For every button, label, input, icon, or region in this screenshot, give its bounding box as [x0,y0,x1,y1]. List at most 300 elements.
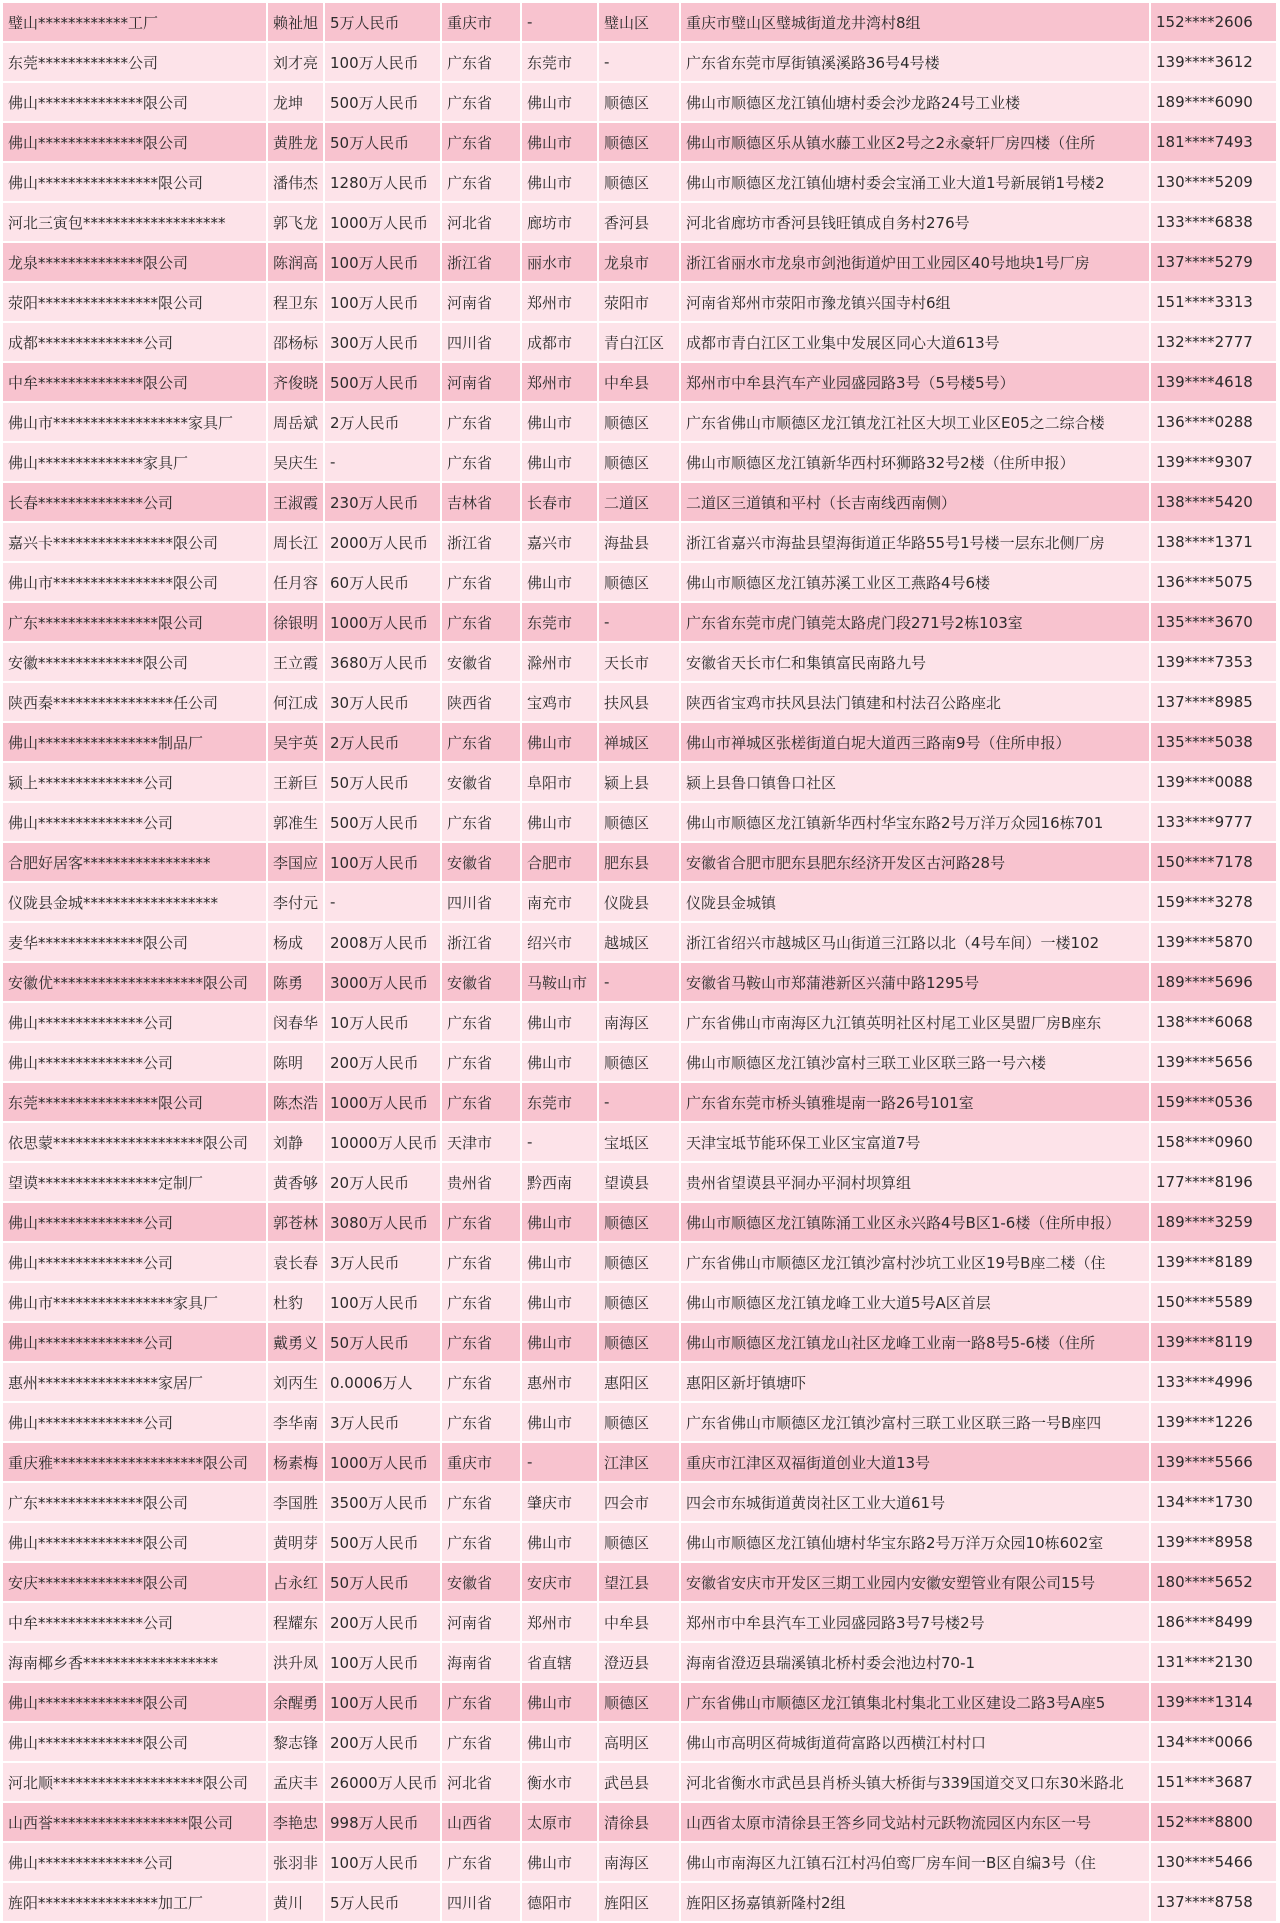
contact-name-cell: 吴庆生 [268,443,325,483]
phone-cell: 135****3670 [1151,603,1278,643]
address-cell: 广东省东莞市厚街镇溪溪路36号4号楼 [681,43,1151,83]
registered-capital-cell: 1000万人民币 [325,1083,442,1123]
address-cell: 广东省佛山市顺德区龙江镇龙江社区大坝工业区E05之二综合楼 [681,403,1151,443]
table-row [3,1483,1278,1523]
district-cell: 顺德区 [599,1243,681,1283]
phone-cell: 138****6068 [1151,1003,1278,1043]
province-cell: 广东省 [442,1843,522,1883]
company-name-cell: 河北顺********************限公司 [3,1763,268,1803]
phone-cell: 159****0536 [1151,1083,1278,1123]
registered-capital-cell: 230万人民币 [325,483,442,523]
district-cell: 武邑县 [599,1763,681,1803]
company-name-cell: 佛山**************限公司 [3,1683,268,1723]
registered-capital-cell: 100万人民币 [325,1843,442,1883]
table-row [3,723,1278,763]
city-cell: 宝鸡市 [522,683,599,723]
province-cell: 广东省 [442,603,522,643]
phone-cell: 139****5656 [1151,1043,1278,1083]
district-cell: 顺德区 [599,563,681,603]
registered-capital-cell: 20万人民币 [325,1163,442,1203]
province-cell: 山西省 [442,1803,522,1843]
city-cell: 佛山市 [522,563,599,603]
city-cell: 郑州市 [522,283,599,323]
company-name-cell: 成都**************公司 [3,323,268,363]
registered-capital-cell: 998万人民币 [325,1803,442,1843]
province-cell: 河南省 [442,363,522,403]
registered-capital-cell: 200万人民币 [325,1603,442,1643]
company-name-cell: 旌阳****************加工厂 [3,1883,268,1923]
city-cell: 佛山市 [522,83,599,123]
company-name-cell: 安徽优********************限公司 [3,963,268,1003]
phone-cell: 130****5209 [1151,163,1278,203]
city-cell: 东莞市 [522,603,599,643]
company-name-cell: 佛山**************公司 [3,1323,268,1363]
contact-name-cell: 余醒勇 [268,1683,325,1723]
registered-capital-cell: 5万人民币 [325,3,442,43]
province-cell: 贵州省 [442,1163,522,1203]
city-cell: 佛山市 [522,123,599,163]
province-cell: 广东省 [442,563,522,603]
contact-name-cell: 李华南 [268,1403,325,1443]
city-cell: 东莞市 [522,43,599,83]
district-cell: 荥阳市 [599,283,681,323]
contact-name-cell: 黄胜龙 [268,123,325,163]
table-row [3,443,1278,483]
district-cell: - [599,1083,681,1123]
table-row [3,523,1278,563]
district-cell: 中牟县 [599,1603,681,1643]
city-cell: 佛山市 [522,1323,599,1363]
table-row [3,643,1278,683]
address-cell: 安徽省安庆市开发区三期工业园内安徽安塑管业有限公司15号 [681,1563,1151,1603]
province-cell: 陕西省 [442,683,522,723]
registered-capital-cell: 60万人民币 [325,563,442,603]
table-row [3,763,1278,803]
company-table [3,3,1278,1923]
registered-capital-cell: 50万人民币 [325,1323,442,1363]
contact-name-cell: 王立霞 [268,643,325,683]
district-cell: 顺德区 [599,1323,681,1363]
contact-name-cell: 王新巨 [268,763,325,803]
contact-name-cell: 黎志锋 [268,1723,325,1763]
registered-capital-cell: 1000万人民币 [325,1443,442,1483]
company-name-cell: 麦华**************限公司 [3,923,268,963]
phone-cell: 135****5038 [1151,723,1278,763]
district-cell: 澄迈县 [599,1643,681,1683]
table-row [3,563,1278,603]
registered-capital-cell: - [325,443,442,483]
company-name-cell: 嘉兴卡****************限公司 [3,523,268,563]
registered-capital-cell: 200万人民币 [325,1723,442,1763]
province-cell: 广东省 [442,443,522,483]
phone-cell: 139****5870 [1151,923,1278,963]
company-name-cell: 中牟**************限公司 [3,363,268,403]
province-cell: 广东省 [442,723,522,763]
registered-capital-cell: 100万人民币 [325,843,442,883]
table-row [3,83,1278,123]
phone-cell: 159****3278 [1151,883,1278,923]
company-name-cell: 佛山**************公司 [3,1243,268,1283]
address-cell: 陕西省宝鸡市扶风县法门镇建和村法召公路座北 [681,683,1151,723]
table-row [3,1883,1278,1923]
city-cell: 德阳市 [522,1883,599,1923]
address-cell: 天津宝坻节能环保工业区宝富道7号 [681,1123,1151,1163]
registered-capital-cell: 100万人民币 [325,1283,442,1323]
table-row [3,1523,1278,1563]
registered-capital-cell: 200万人民币 [325,1043,442,1083]
phone-cell: 139****4618 [1151,363,1278,403]
phone-cell: 189****3259 [1151,1203,1278,1243]
city-cell: 佛山市 [522,803,599,843]
company-name-cell: 佛山**************公司 [3,1043,268,1083]
contact-name-cell: 黄香够 [268,1163,325,1203]
phone-cell: 130****5466 [1151,1843,1278,1883]
city-cell: 惠州市 [522,1363,599,1403]
district-cell: 顺德区 [599,1403,681,1443]
phone-cell: 137****8985 [1151,683,1278,723]
city-cell: 马鞍山市 [522,963,599,1003]
city-cell: - [522,1123,599,1163]
company-name-cell: 陕西秦****************任公司 [3,683,268,723]
registered-capital-cell: 300万人民币 [325,323,442,363]
contact-name-cell: 闵春华 [268,1003,325,1043]
district-cell: 青白江区 [599,323,681,363]
table-row [3,1323,1278,1363]
address-cell: 河北省衡水市武邑县肖桥头镇大桥街与339国道交叉口东30米路北 [681,1763,1151,1803]
table-row [3,243,1278,283]
district-cell: 南海区 [599,1003,681,1043]
contact-name-cell: 吴宇英 [268,723,325,763]
table-row [3,1843,1278,1883]
district-cell: 南海区 [599,1843,681,1883]
contact-name-cell: 杜豹 [268,1283,325,1323]
city-cell: 廊坊市 [522,203,599,243]
company-name-cell: 佛山**************限公司 [3,1523,268,1563]
registered-capital-cell: 1280万人民币 [325,163,442,203]
contact-name-cell: 王淑霞 [268,483,325,523]
province-cell: 广东省 [442,1723,522,1763]
city-cell: 嘉兴市 [522,523,599,563]
contact-name-cell: 李国应 [268,843,325,883]
registered-capital-cell: 100万人民币 [325,43,442,83]
city-cell: 佛山市 [522,163,599,203]
province-cell: 四川省 [442,323,522,363]
table-row [3,843,1278,883]
table-row [3,1683,1278,1723]
district-cell: - [599,963,681,1003]
district-cell: 江津区 [599,1443,681,1483]
contact-name-cell: 戴勇义 [268,1323,325,1363]
company-name-cell: 佛山**************公司 [3,1403,268,1443]
contact-name-cell: 洪升凤 [268,1643,325,1683]
district-cell: 扶风县 [599,683,681,723]
company-name-cell: 佛山市****************限公司 [3,563,268,603]
phone-cell: 139****7353 [1151,643,1278,683]
address-cell: 颍上县鲁口镇鲁口社区 [681,763,1151,803]
table-row [3,1603,1278,1643]
address-cell: 佛山市顺德区龙江镇仙塘村委会沙龙路24号工业楼 [681,83,1151,123]
registered-capital-cell: 30万人民币 [325,683,442,723]
contact-name-cell: 程卫东 [268,283,325,323]
company-name-cell: 佛山****************限公司 [3,163,268,203]
company-name-cell: 佛山****************制品厂 [3,723,268,763]
table-row [3,1403,1278,1443]
province-cell: 河北省 [442,1763,522,1803]
city-cell: 太原市 [522,1803,599,1843]
province-cell: 广东省 [442,1083,522,1123]
company-name-cell: 东莞****************限公司 [3,1083,268,1123]
district-cell: 惠阳区 [599,1363,681,1403]
address-cell: 山西省太原市清徐县王答乡同戈站村元跃物流园区内东区一号 [681,1803,1151,1843]
contact-name-cell: 潘伟杰 [268,163,325,203]
company-name-cell: 广东****************限公司 [3,603,268,643]
address-cell: 二道区三道镇和平村（长吉南线西南侧） [681,483,1151,523]
province-cell: 广东省 [442,1243,522,1283]
province-cell: 海南省 [442,1643,522,1683]
city-cell: - [522,3,599,43]
registered-capital-cell: 2000万人民币 [325,523,442,563]
registered-capital-cell: 500万人民币 [325,363,442,403]
address-cell: 佛山市顺德区龙江镇陈涌工业区永兴路4号B区1-6楼（住所申报） [681,1203,1151,1243]
registered-capital-cell: 100万人民币 [325,283,442,323]
registered-capital-cell: 100万人民币 [325,243,442,283]
district-cell: - [599,43,681,83]
table-row [3,123,1278,163]
contact-name-cell: 徐银明 [268,603,325,643]
city-cell: 长春市 [522,483,599,523]
contact-name-cell: 杨成 [268,923,325,963]
address-cell: 广东省东莞市桥头镇雅堤南一路26号101室 [681,1083,1151,1123]
address-cell: 旌阳区扬嘉镇新隆村2组 [681,1883,1151,1923]
phone-cell: 138****1371 [1151,523,1278,563]
contact-name-cell: 陈勇 [268,963,325,1003]
contact-name-cell: 陈润高 [268,243,325,283]
table-row [3,1643,1278,1683]
registered-capital-cell: 100万人民币 [325,1683,442,1723]
address-cell: 广东省东莞市虎门镇莞太路虎门段271号2栋103室 [681,603,1151,643]
address-cell: 郑州市中牟县汽车产业园盛园路3号（5号楼5号） [681,363,1151,403]
district-cell: 越城区 [599,923,681,963]
phone-cell: 177****8196 [1151,1163,1278,1203]
registered-capital-cell: 0.0006万人 [325,1363,442,1403]
company-name-cell: 长春**************公司 [3,483,268,523]
address-cell: 安徽省马鞍山市郑蒲港新区兴蒲中路1295号 [681,963,1151,1003]
district-cell: 望谟县 [599,1163,681,1203]
address-cell: 广东省佛山市顺德区龙江镇沙富村三联工业区联三路一号B座四 [681,1403,1151,1443]
address-cell: 贵州省望谟县平洞办平洞村坝算组 [681,1163,1151,1203]
city-cell: 佛山市 [522,1003,599,1043]
city-cell: 佛山市 [522,1723,599,1763]
registered-capital-cell: 50万人民币 [325,123,442,163]
province-cell: 广东省 [442,43,522,83]
district-cell: 宝坻区 [599,1123,681,1163]
address-cell: 成都市青白江区工业集中发展区同心大道613号 [681,323,1151,363]
registered-capital-cell: 50万人民币 [325,763,442,803]
phone-cell: 152****8800 [1151,1803,1278,1843]
contact-name-cell: 郭飞龙 [268,203,325,243]
registered-capital-cell: 50万人民币 [325,1563,442,1603]
city-cell: 滁州市 [522,643,599,683]
phone-cell: 150****7178 [1151,843,1278,883]
city-cell: 衡水市 [522,1763,599,1803]
phone-cell: 133****9777 [1151,803,1278,843]
contact-name-cell: 郭准生 [268,803,325,843]
district-cell: 顺德区 [599,163,681,203]
district-cell: 旌阳区 [599,1883,681,1923]
province-cell: 浙江省 [442,243,522,283]
contact-name-cell: 李付元 [268,883,325,923]
city-cell: 佛山市 [522,1203,599,1243]
contact-name-cell: 郭苍林 [268,1203,325,1243]
contact-name-cell: 陈明 [268,1043,325,1083]
address-cell: 佛山市顺德区龙江镇仙塘村委会宝涌工业大道1号新展销1号楼2 [681,163,1151,203]
company-name-cell: 颍上**************公司 [3,763,268,803]
company-name-cell: 安徽**************限公司 [3,643,268,683]
city-cell: 东莞市 [522,1083,599,1123]
registered-capital-cell: 1000万人民币 [325,203,442,243]
district-cell: 清徐县 [599,1803,681,1843]
contact-name-cell: 任月容 [268,563,325,603]
address-cell: 仪陇县金城镇 [681,883,1151,923]
company-name-cell: 佛山**************限公司 [3,123,268,163]
phone-cell: 152****2606 [1151,3,1278,43]
address-cell: 佛山市顺德区龙江镇新华西村环狮路32号2楼（住所申报） [681,443,1151,483]
table-row [3,1003,1278,1043]
phone-cell: 139****1314 [1151,1683,1278,1723]
address-cell: 广东省佛山市顺德区龙江镇集北村集北工业区建设二路3号A座5 [681,1683,1151,1723]
phone-cell: 131****2130 [1151,1643,1278,1683]
phone-cell: 150****5589 [1151,1283,1278,1323]
province-cell: 广东省 [442,1683,522,1723]
province-cell: 安徽省 [442,643,522,683]
address-cell: 佛山市顺德区龙江镇新华西村华宝东路2号万洋万众园16栋701 [681,803,1151,843]
company-name-cell: 佛山**************公司 [3,803,268,843]
district-cell: 中牟县 [599,363,681,403]
registered-capital-cell: 3万人民币 [325,1243,442,1283]
district-cell: 颍上县 [599,763,681,803]
table-row [3,963,1278,1003]
province-cell: 安徽省 [442,763,522,803]
registered-capital-cell: 3000万人民币 [325,963,442,1003]
province-cell: 四川省 [442,1883,522,1923]
phone-cell: 132****2777 [1151,323,1278,363]
province-cell: 重庆市 [442,3,522,43]
contact-name-cell: 杨素梅 [268,1443,325,1483]
company-name-cell: 佛山**************公司 [3,1843,268,1883]
contact-name-cell: 龙坤 [268,83,325,123]
company-name-cell: 荥阳****************限公司 [3,283,268,323]
phone-cell: 139****9307 [1151,443,1278,483]
phone-cell: 136****0288 [1151,403,1278,443]
address-cell: 安徽省天长市仁和集镇富民南路九号 [681,643,1151,683]
province-cell: 河南省 [442,283,522,323]
address-cell: 重庆市璧山区璧城街道龙井湾村8组 [681,3,1151,43]
phone-cell: 137****8758 [1151,1883,1278,1923]
contact-name-cell: 陈杰浩 [268,1083,325,1123]
province-cell: 广东省 [442,803,522,843]
phone-cell: 133****6838 [1151,203,1278,243]
contact-name-cell: 李国胜 [268,1483,325,1523]
phone-cell: 138****5420 [1151,483,1278,523]
city-cell: 佛山市 [522,1403,599,1443]
table-row [3,323,1278,363]
registered-capital-cell: 2008万人民币 [325,923,442,963]
district-cell: 禅城区 [599,723,681,763]
phone-cell: 139****8189 [1151,1243,1278,1283]
contact-name-cell: 周岳斌 [268,403,325,443]
city-cell: 合肥市 [522,843,599,883]
phone-cell: 139****0088 [1151,763,1278,803]
phone-cell: 180****5652 [1151,1563,1278,1603]
district-cell: 顺德区 [599,1043,681,1083]
table-row [3,1563,1278,1603]
address-cell: 佛山市顺德区龙江镇苏溪工业区工燕路4号6楼 [681,563,1151,603]
city-cell: 佛山市 [522,1843,599,1883]
contact-name-cell: 刘静 [268,1123,325,1163]
contact-name-cell: 周长江 [268,523,325,563]
table-row [3,1803,1278,1843]
contact-name-cell: 齐俊晓 [268,363,325,403]
contact-name-cell: 李艳忠 [268,1803,325,1843]
address-cell: 佛山市禅城区张槎街道白坭大道西三路南9号（住所申报） [681,723,1151,763]
phone-cell: 151****3687 [1151,1763,1278,1803]
province-cell: 重庆市 [442,1443,522,1483]
phone-cell: 186****8499 [1151,1603,1278,1643]
registered-capital-cell: 5万人民币 [325,1883,442,1923]
company-name-cell: 佛山**************家具厂 [3,443,268,483]
phone-cell: 189****5696 [1151,963,1278,1003]
company-name-cell: 佛山**************公司 [3,1003,268,1043]
district-cell: 海盐县 [599,523,681,563]
province-cell: 广东省 [442,1523,522,1563]
city-cell: 丽水市 [522,243,599,283]
phone-cell: 137****5279 [1151,243,1278,283]
district-cell: 顺德区 [599,1283,681,1323]
province-cell: 安徽省 [442,963,522,1003]
company-table-body [3,3,1278,1923]
province-cell: 四川省 [442,883,522,923]
city-cell: 省直辖 [522,1643,599,1683]
company-name-cell: 龙泉**************限公司 [3,243,268,283]
table-row [3,403,1278,443]
phone-cell: 133****4996 [1151,1363,1278,1403]
district-cell: 四会市 [599,1483,681,1523]
company-name-cell: 璧山************工厂 [3,3,268,43]
address-cell: 佛山市顺德区龙江镇龙峰工业大道5号A区首层 [681,1283,1151,1323]
phone-cell: 139****3612 [1151,43,1278,83]
district-cell: 仪陇县 [599,883,681,923]
province-cell: 广东省 [442,163,522,203]
province-cell: 广东省 [442,1323,522,1363]
registered-capital-cell: 3500万人民币 [325,1483,442,1523]
contact-name-cell: 刘才亮 [268,43,325,83]
city-cell: 佛山市 [522,1243,599,1283]
contact-name-cell: 赖祉旭 [268,3,325,43]
contact-name-cell: 袁长春 [268,1243,325,1283]
city-cell: 佛山市 [522,1523,599,1563]
district-cell: 顺德区 [599,803,681,843]
phone-cell: 189****6090 [1151,83,1278,123]
table-row [3,1363,1278,1403]
address-cell: 浙江省嘉兴市海盐县望海街道正华路55号1号楼一层东北侧厂房 [681,523,1151,563]
company-name-cell: 重庆雅********************限公司 [3,1443,268,1483]
phone-cell: 158****0960 [1151,1123,1278,1163]
province-cell: 吉林省 [442,483,522,523]
address-cell: 安徽省合肥市肥东县肥东经济开发区古河路28号 [681,843,1151,883]
table-row [3,683,1278,723]
city-cell: 南充市 [522,883,599,923]
district-cell: 顺德区 [599,123,681,163]
